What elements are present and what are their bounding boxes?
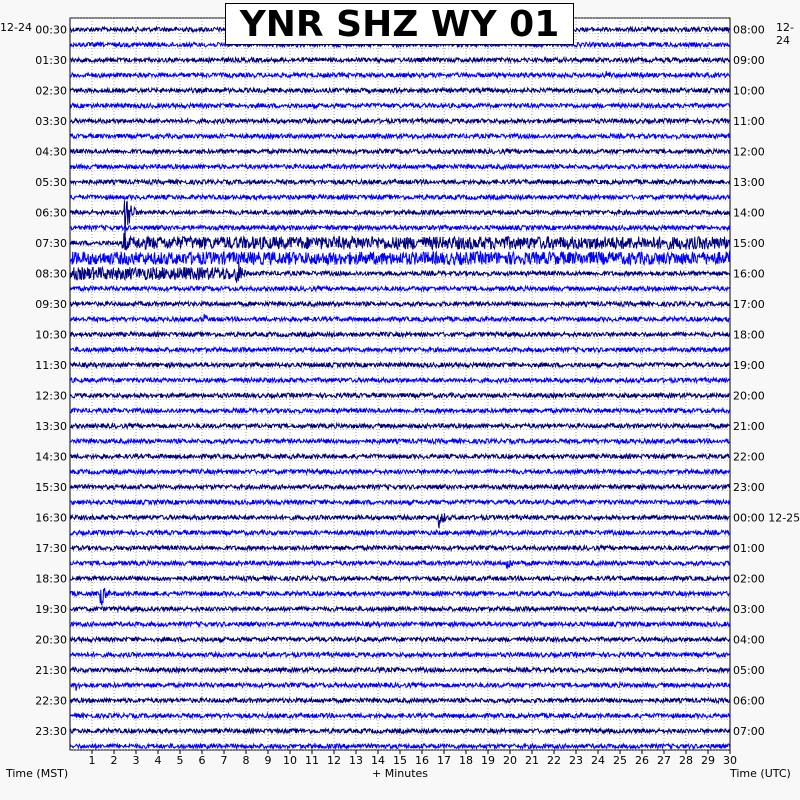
x-tick-label: 13 [349, 754, 363, 767]
right-time-label: 06:00 [733, 694, 765, 708]
left-time-label: 08:30 [35, 267, 67, 281]
x-tick-label: 5 [176, 754, 184, 767]
x-tick-label: 25 [613, 754, 627, 767]
x-tick-label: 6 [198, 754, 206, 767]
left-axis-caption: Time (MST) [6, 767, 69, 780]
right-time-label: 21:00 [733, 419, 765, 433]
x-tick-label: 10 [283, 754, 297, 767]
left-time-label: 20:30 [35, 633, 67, 647]
x-tick-label: 19 [481, 754, 495, 767]
x-tick-label: 30 [723, 754, 737, 767]
left-time-label: 07:30 [35, 236, 67, 250]
right-time-label: 20:00 [733, 389, 765, 403]
x-tick-label: 12 [327, 754, 341, 767]
x-tick-label: 24 [591, 754, 605, 767]
right-time-label: 07:00 [733, 724, 765, 738]
left-time-label: 01:30 [35, 53, 67, 67]
right-time-label: 10:00 [733, 84, 765, 98]
left-time-label: 13:30 [35, 419, 67, 433]
left-time-label: 16:30 [35, 511, 67, 525]
left-time-label: 23:30 [35, 724, 67, 738]
left-time-label: 03:30 [35, 114, 67, 128]
x-tick-label: 14 [371, 754, 385, 767]
x-tick-label: 23 [569, 754, 583, 767]
left-time-label: 04:30 [35, 145, 67, 159]
right-time-label: 11:00 [733, 114, 765, 128]
x-tick-label: 29 [701, 754, 715, 767]
right-time-label: 03:00 [733, 602, 765, 616]
right-time-label: 08:00 [733, 23, 765, 37]
right-time-label: 04:00 [733, 633, 765, 647]
left-time-label: 05:30 [35, 175, 67, 189]
x-tick-label: 11 [305, 754, 319, 767]
right-time-label: 00:00 12-25 [733, 511, 800, 525]
left-time-label: 14:30 [35, 450, 67, 464]
x-tick-label: 28 [679, 754, 693, 767]
left-time-label: 18:30 [35, 572, 67, 586]
right-time-label: 13:00 [733, 175, 765, 189]
right-time-label: 23:00 [733, 480, 765, 494]
x-tick-label: 2 [110, 754, 118, 767]
left-time-label: 17:30 [35, 541, 67, 555]
x-tick-label: 7 [220, 754, 228, 767]
right-time-label: 22:00 [733, 450, 765, 464]
right-time-label: 18:00 [733, 328, 765, 342]
x-tick-label: 3 [132, 754, 140, 767]
x-tick-label: 18 [459, 754, 473, 767]
x-tick-label: 9 [264, 754, 272, 767]
x-tick-label: 16 [415, 754, 429, 767]
right-time-label: 02:00 [733, 572, 765, 586]
x-tick-label: 21 [525, 754, 539, 767]
left-time-label: 06:30 [35, 206, 67, 220]
right-time-label: 19:00 [733, 358, 765, 372]
chart-title: YNR SHZ WY 01 [225, 3, 574, 45]
right-time-label: 15:00 [733, 236, 765, 250]
left-time-label: 21:30 [35, 663, 67, 677]
right-axis-caption: Time (UTC) [730, 767, 791, 780]
left-time-label: 09:30 [35, 297, 67, 311]
x-axis-caption: + Minutes [372, 767, 429, 780]
left-time-label: 11:30 [35, 358, 67, 372]
left-time-label: 02:30 [35, 84, 67, 98]
x-tick-label: 22 [547, 754, 561, 767]
x-tick-label: 8 [242, 754, 250, 767]
x-tick-label: 1 [88, 754, 96, 767]
right-time-label: 16:00 [733, 267, 765, 281]
left-time-label: 12:30 [35, 389, 67, 403]
right-time-label: 12:00 [733, 145, 765, 159]
right-time-label: 09:00 [733, 53, 765, 67]
x-tick-label: 20 [503, 754, 517, 767]
right-time-label: 17:00 [733, 297, 765, 311]
left-time-label: 10:30 [35, 328, 67, 342]
left-time-label: 15:30 [35, 480, 67, 494]
left-time-label: 19:30 [35, 602, 67, 616]
x-tick-label: 26 [635, 754, 649, 767]
right-start-date: 12-24 [776, 21, 794, 47]
left-time-label: 00:30 [35, 23, 67, 37]
x-tick-label: 15 [393, 754, 407, 767]
right-time-label: 01:00 [733, 541, 765, 555]
right-time-label: 14:00 [733, 206, 765, 220]
x-tick-label: 4 [154, 754, 162, 767]
x-tick-label: 27 [657, 754, 671, 767]
right-time-label: 05:00 [733, 663, 765, 677]
x-tick-label: 17 [437, 754, 451, 767]
left-start-date: 12-24 [0, 21, 32, 34]
left-time-label: 22:30 [35, 694, 67, 708]
